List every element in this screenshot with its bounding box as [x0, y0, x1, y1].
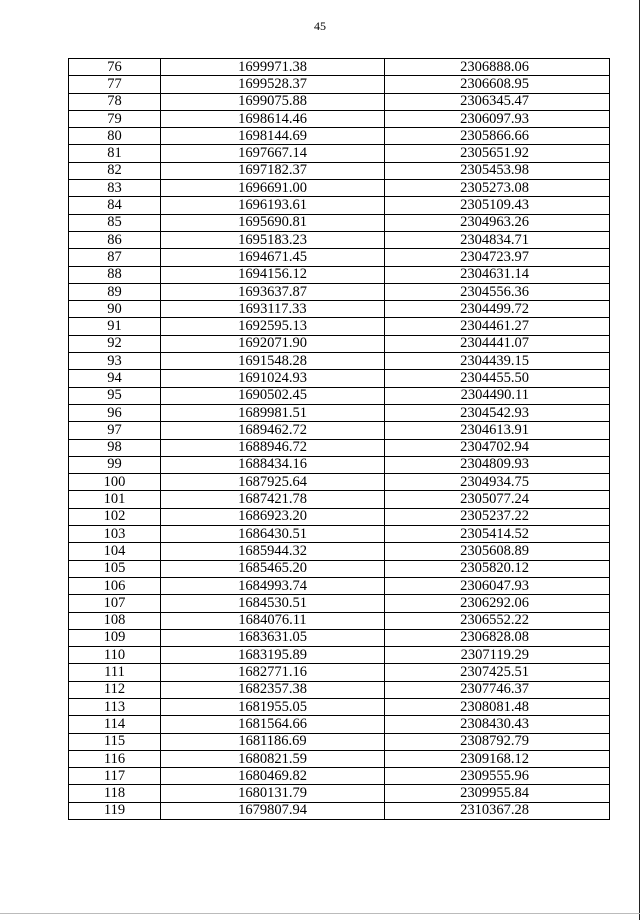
page-number: 45 [314, 19, 326, 33]
point-number-cell: 105 [69, 560, 161, 577]
y-coordinate-cell: 2306292.06 [385, 595, 610, 612]
x-coordinate-cell: 1691548.28 [161, 353, 385, 370]
table-row [69, 750, 610, 767]
x-coordinate-cell: 1686923.20 [161, 508, 385, 525]
y-coordinate-cell: 2308430.43 [385, 716, 610, 733]
coordinates-table-body [69, 59, 610, 820]
table-row [69, 301, 610, 318]
table-row [69, 785, 610, 802]
x-coordinate-cell: 1699971.38 [161, 59, 385, 76]
x-coordinate-cell: 1698614.46 [161, 110, 385, 127]
x-coordinate-cell: 1680131.79 [161, 785, 385, 802]
x-coordinate-cell: 1679807.94 [161, 802, 385, 819]
table-row [69, 768, 610, 785]
table-row [69, 698, 610, 715]
point-number-cell: 90 [69, 301, 161, 318]
y-coordinate-cell: 2306828.08 [385, 629, 610, 646]
y-coordinate-cell: 2305820.12 [385, 560, 610, 577]
point-number-cell: 101 [69, 491, 161, 508]
x-coordinate-cell: 1695690.81 [161, 214, 385, 231]
point-number-cell: 85 [69, 214, 161, 231]
x-coordinate-cell: 1684076.11 [161, 612, 385, 629]
table-row [69, 439, 610, 456]
y-coordinate-cell: 2306888.06 [385, 59, 610, 76]
y-coordinate-cell: 2305414.52 [385, 526, 610, 543]
table-row [69, 577, 610, 594]
x-coordinate-cell: 1683195.89 [161, 647, 385, 664]
point-number-cell: 83 [69, 180, 161, 197]
table-row [69, 110, 610, 127]
table-row [69, 231, 610, 248]
x-coordinate-cell: 1694156.12 [161, 266, 385, 283]
point-number-cell: 114 [69, 716, 161, 733]
table-row [69, 508, 610, 525]
y-coordinate-cell: 2304490.11 [385, 387, 610, 404]
point-number-cell: 99 [69, 456, 161, 473]
table-row [69, 474, 610, 491]
point-number-cell: 88 [69, 266, 161, 283]
x-coordinate-cell: 1697182.37 [161, 162, 385, 179]
y-coordinate-cell: 2305237.22 [385, 508, 610, 525]
x-coordinate-cell: 1687925.64 [161, 474, 385, 491]
point-number-cell: 104 [69, 543, 161, 560]
x-coordinate-cell: 1697667.14 [161, 145, 385, 162]
table-row [69, 560, 610, 577]
y-coordinate-cell: 2307746.37 [385, 681, 610, 698]
point-number-cell: 95 [69, 387, 161, 404]
table-row [69, 543, 610, 560]
table-row [69, 76, 610, 93]
y-coordinate-cell: 2307425.51 [385, 664, 610, 681]
x-coordinate-cell: 1681955.05 [161, 698, 385, 715]
x-coordinate-cell: 1685465.20 [161, 560, 385, 577]
x-coordinate-cell: 1684993.74 [161, 577, 385, 594]
point-number-cell: 117 [69, 768, 161, 785]
y-coordinate-cell: 2304809.93 [385, 456, 610, 473]
point-number-cell: 87 [69, 249, 161, 266]
x-coordinate-cell: 1688946.72 [161, 439, 385, 456]
point-number-cell: 106 [69, 577, 161, 594]
x-coordinate-cell: 1690502.45 [161, 387, 385, 404]
point-number-cell: 92 [69, 335, 161, 352]
point-number-cell: 89 [69, 283, 161, 300]
point-number-cell: 94 [69, 370, 161, 387]
y-coordinate-cell: 2309955.84 [385, 785, 610, 802]
point-number-cell: 77 [69, 76, 161, 93]
table-row [69, 162, 610, 179]
table-row [69, 422, 610, 439]
point-number-cell: 115 [69, 733, 161, 750]
point-number-cell: 79 [69, 110, 161, 127]
point-number-cell: 84 [69, 197, 161, 214]
y-coordinate-cell: 2305273.08 [385, 180, 610, 197]
point-number-cell: 81 [69, 145, 161, 162]
table-row [69, 335, 610, 352]
point-number-cell: 116 [69, 750, 161, 767]
y-coordinate-cell: 2304439.15 [385, 353, 610, 370]
x-coordinate-cell: 1699528.37 [161, 76, 385, 93]
y-coordinate-cell: 2304556.36 [385, 283, 610, 300]
y-coordinate-cell: 2304963.26 [385, 214, 610, 231]
point-number-cell: 111 [69, 664, 161, 681]
y-coordinate-cell: 2304441.07 [385, 335, 610, 352]
x-coordinate-cell: 1696691.00 [161, 180, 385, 197]
x-coordinate-cell: 1686430.51 [161, 526, 385, 543]
table-row [69, 526, 610, 543]
y-coordinate-cell: 2305109.43 [385, 197, 610, 214]
table-row [69, 456, 610, 473]
table-row [69, 145, 610, 162]
point-number-cell: 100 [69, 474, 161, 491]
point-number-cell: 107 [69, 595, 161, 612]
table-row [69, 647, 610, 664]
y-coordinate-cell: 2304702.94 [385, 439, 610, 456]
table-row [69, 180, 610, 197]
x-coordinate-cell: 1699075.88 [161, 93, 385, 110]
table-row [69, 802, 610, 819]
x-coordinate-cell: 1691024.93 [161, 370, 385, 387]
point-number-cell: 103 [69, 526, 161, 543]
table-row [69, 283, 610, 300]
y-coordinate-cell: 2304461.27 [385, 318, 610, 335]
point-number-cell: 108 [69, 612, 161, 629]
y-coordinate-cell: 2309168.12 [385, 750, 610, 767]
x-coordinate-cell: 1694671.45 [161, 249, 385, 266]
table-row [69, 491, 610, 508]
point-number-cell: 102 [69, 508, 161, 525]
x-coordinate-cell: 1693117.33 [161, 301, 385, 318]
table-row [69, 266, 610, 283]
y-coordinate-cell: 2306345.47 [385, 93, 610, 110]
page-edge-bottom [0, 913, 640, 914]
y-coordinate-cell: 2304834.71 [385, 231, 610, 248]
table-row [69, 353, 610, 370]
x-coordinate-cell: 1682357.38 [161, 681, 385, 698]
y-coordinate-cell: 2306552.22 [385, 612, 610, 629]
table-row [69, 664, 610, 681]
point-number-cell: 110 [69, 647, 161, 664]
y-coordinate-cell: 2309555.96 [385, 768, 610, 785]
table-row [69, 318, 610, 335]
y-coordinate-cell: 2306097.93 [385, 110, 610, 127]
point-number-cell: 91 [69, 318, 161, 335]
y-coordinate-cell: 2308792.79 [385, 733, 610, 750]
x-coordinate-cell: 1684530.51 [161, 595, 385, 612]
x-coordinate-cell: 1698144.69 [161, 128, 385, 145]
table-row [69, 595, 610, 612]
y-coordinate-cell: 2305077.24 [385, 491, 610, 508]
y-coordinate-cell: 2307119.29 [385, 647, 610, 664]
x-coordinate-cell: 1688434.16 [161, 456, 385, 473]
point-number-cell: 112 [69, 681, 161, 698]
x-coordinate-cell: 1680469.82 [161, 768, 385, 785]
table-row [69, 249, 610, 266]
table-row [69, 197, 610, 214]
point-number-cell: 97 [69, 422, 161, 439]
y-coordinate-cell: 2306608.95 [385, 76, 610, 93]
x-coordinate-cell: 1696193.61 [161, 197, 385, 214]
table-row [69, 128, 610, 145]
x-coordinate-cell: 1689462.72 [161, 422, 385, 439]
y-coordinate-cell: 2304455.50 [385, 370, 610, 387]
x-coordinate-cell: 1681564.66 [161, 716, 385, 733]
table-row [69, 404, 610, 421]
point-number-cell: 118 [69, 785, 161, 802]
table-row [69, 214, 610, 231]
x-coordinate-cell: 1685944.32 [161, 543, 385, 560]
table-row [69, 93, 610, 110]
y-coordinate-cell: 2308081.48 [385, 698, 610, 715]
x-coordinate-cell: 1695183.23 [161, 231, 385, 248]
point-number-cell: 82 [69, 162, 161, 179]
point-number-cell: 78 [69, 93, 161, 110]
table-row [69, 733, 610, 750]
x-coordinate-cell: 1687421.78 [161, 491, 385, 508]
x-coordinate-cell: 1683631.05 [161, 629, 385, 646]
point-number-cell: 76 [69, 59, 161, 76]
table-row [69, 681, 610, 698]
x-coordinate-cell: 1692595.13 [161, 318, 385, 335]
y-coordinate-cell: 2304613.91 [385, 422, 610, 439]
x-coordinate-cell: 1689981.51 [161, 404, 385, 421]
x-coordinate-cell: 1681186.69 [161, 733, 385, 750]
point-number-cell: 98 [69, 439, 161, 456]
y-coordinate-cell: 2304499.72 [385, 301, 610, 318]
point-number-cell: 80 [69, 128, 161, 145]
y-coordinate-cell: 2304542.93 [385, 404, 610, 421]
x-coordinate-cell: 1680821.59 [161, 750, 385, 767]
point-number-cell: 93 [69, 353, 161, 370]
point-number-cell: 113 [69, 698, 161, 715]
table-row [69, 387, 610, 404]
x-coordinate-cell: 1693637.87 [161, 283, 385, 300]
y-coordinate-cell: 2310367.28 [385, 802, 610, 819]
x-coordinate-cell: 1682771.16 [161, 664, 385, 681]
y-coordinate-cell: 2305866.66 [385, 128, 610, 145]
point-number-cell: 119 [69, 802, 161, 819]
table-row [69, 370, 610, 387]
table-row [69, 629, 610, 646]
point-number-cell: 96 [69, 404, 161, 421]
y-coordinate-cell: 2305608.89 [385, 543, 610, 560]
y-coordinate-cell: 2304723.97 [385, 249, 610, 266]
y-coordinate-cell: 2305453.98 [385, 162, 610, 179]
x-coordinate-cell: 1692071.90 [161, 335, 385, 352]
point-number-cell: 86 [69, 231, 161, 248]
point-number-cell: 109 [69, 629, 161, 646]
table-row [69, 59, 610, 76]
y-coordinate-cell: 2304631.14 [385, 266, 610, 283]
y-coordinate-cell: 2305651.92 [385, 145, 610, 162]
y-coordinate-cell: 2306047.93 [385, 577, 610, 594]
y-coordinate-cell: 2304934.75 [385, 474, 610, 491]
table-row [69, 612, 610, 629]
table-row [69, 716, 610, 733]
coordinates-table [68, 58, 610, 820]
